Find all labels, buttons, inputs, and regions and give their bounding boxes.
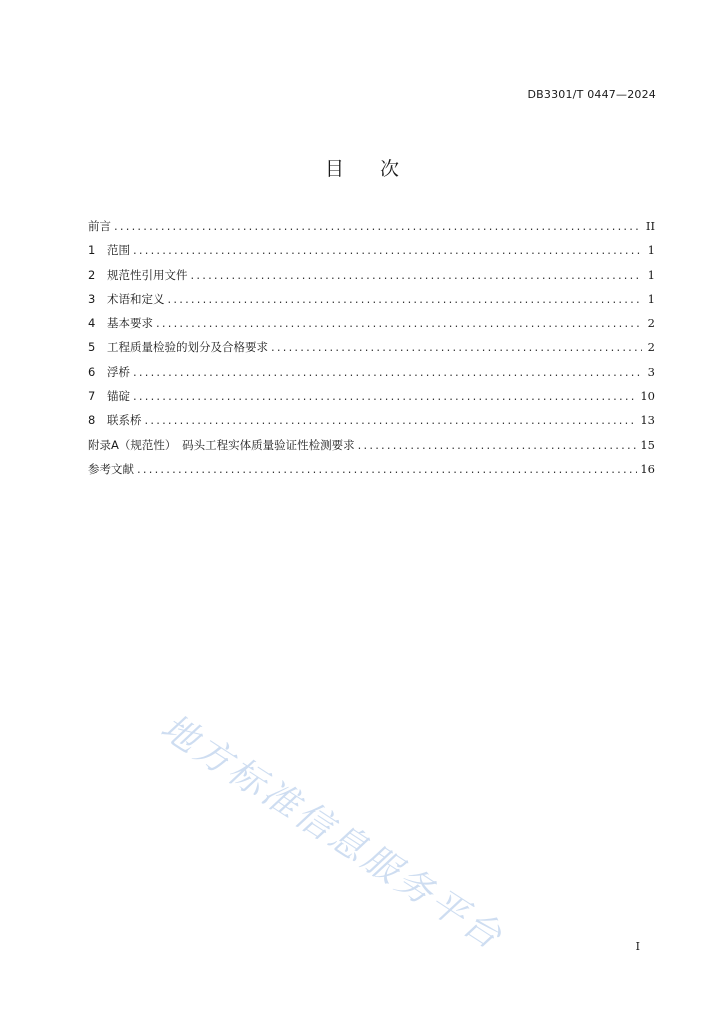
toc-leader-dots xyxy=(133,243,642,257)
toc-entry-title: 参考文献 xyxy=(88,461,134,476)
toc-entry-anchoring[interactable] xyxy=(88,388,655,412)
toc-section-number: 4 xyxy=(88,316,96,331)
toc-section-number: 6 xyxy=(88,364,96,379)
toc-page-number: 3 xyxy=(647,364,655,379)
toc-page-number: 10 xyxy=(640,389,655,404)
toc-leader-dots xyxy=(271,340,642,354)
toc-page-number: 1 xyxy=(647,243,655,258)
toc-leader-dots xyxy=(358,438,638,452)
toc-leader-dots xyxy=(191,268,643,282)
toc-entry-normative-references[interactable] xyxy=(88,267,655,291)
toc-leader-dots xyxy=(145,413,638,427)
table-of-contents xyxy=(88,218,655,485)
toc-leader-dots xyxy=(168,292,643,306)
toc-leader-dots xyxy=(156,316,642,330)
toc-entry-title: 锚碇 xyxy=(107,389,130,404)
toc-entry-basic-requirements[interactable] xyxy=(88,315,655,339)
toc-leader-dots xyxy=(137,462,637,476)
toc-leader-dots xyxy=(114,219,642,233)
title-char-1: 目 xyxy=(324,158,344,180)
title-char-2: 次 xyxy=(380,158,400,180)
toc-entry-connecting-bridge[interactable] xyxy=(88,412,655,436)
standard-code: DB3301/T 0447—2024 xyxy=(527,88,656,101)
toc-entry-title: 联系桥 xyxy=(107,413,142,428)
toc-leader-dots xyxy=(133,365,642,379)
toc-entry-title: 术语和定义 xyxy=(107,291,165,306)
toc-page-number: 1 xyxy=(647,267,655,282)
watermark: 地方标准信息服务平台 xyxy=(153,706,512,959)
page-title xyxy=(0,154,724,181)
toc-entry-title: 范围 xyxy=(107,243,130,258)
toc-section-number: 7 xyxy=(88,389,96,404)
toc-section-number: 5 xyxy=(88,340,96,355)
toc-page-number: 1 xyxy=(647,291,655,306)
toc-entry-title: 基本要求 xyxy=(107,316,153,331)
toc-entry-title: 附录A（规范性） 码头工程实体质量验证性检测要求 xyxy=(88,437,355,452)
toc-section-number: 8 xyxy=(88,413,96,428)
toc-entry-terms-definitions[interactable] xyxy=(88,291,655,315)
toc-page-number: 13 xyxy=(640,413,655,428)
toc-leader-dots xyxy=(133,389,637,403)
toc-page-number: 16 xyxy=(640,461,655,476)
toc-entry-title: 规范性引用文件 xyxy=(107,267,188,282)
page-number: I xyxy=(635,940,640,953)
toc-section-number: 3 xyxy=(88,291,96,306)
toc-entry-foreword[interactable] xyxy=(88,218,655,242)
toc-page-number: 2 xyxy=(647,340,655,355)
toc-entry-quality-inspection[interactable] xyxy=(88,339,655,363)
toc-entry-title: 浮桥 xyxy=(107,364,130,379)
toc-entry-appendix-a[interactable] xyxy=(88,437,655,461)
toc-section-number: 2 xyxy=(88,267,96,282)
toc-section-number: 1 xyxy=(88,243,96,258)
toc-page-number: 2 xyxy=(647,316,655,331)
toc-entry-bibliography[interactable] xyxy=(88,461,655,485)
toc-entry-scope[interactable] xyxy=(88,242,655,266)
toc-page-number: 15 xyxy=(640,437,655,452)
toc-entry-title: 前言 xyxy=(88,219,111,233)
toc-page-number: II xyxy=(645,219,655,233)
toc-entry-title: 工程质量检验的划分及合格要求 xyxy=(107,340,268,355)
toc-entry-pontoon[interactable] xyxy=(88,364,655,388)
